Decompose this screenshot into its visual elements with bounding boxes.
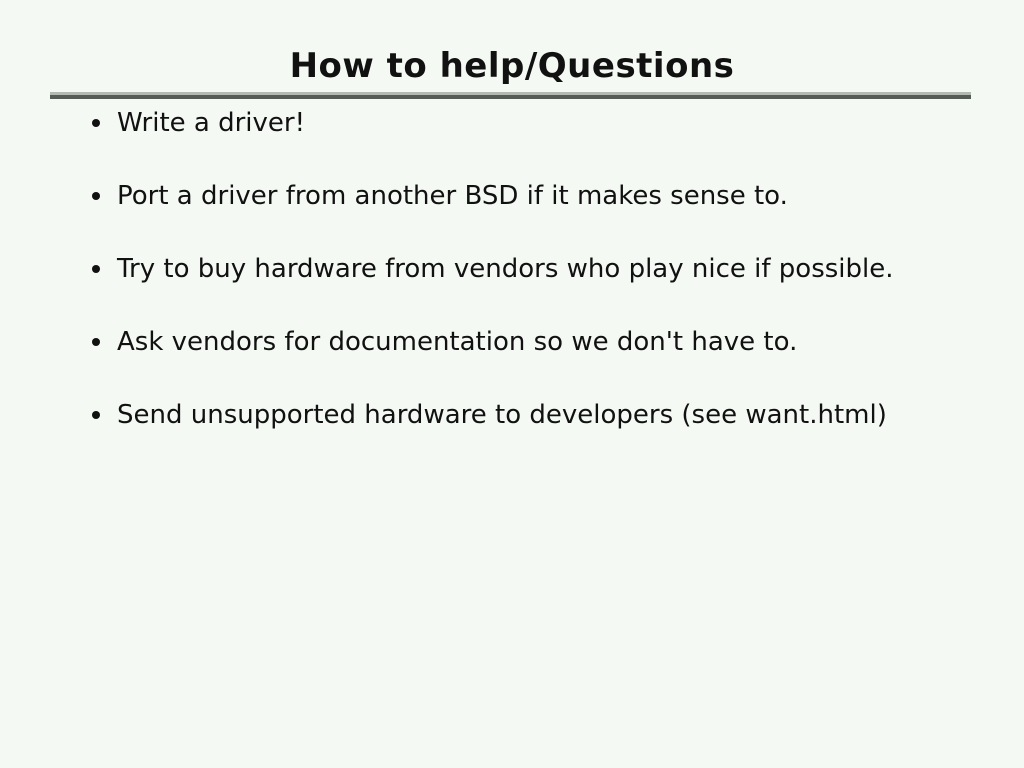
bullet-text: Ask vendors for documentation so we don't have to. (117, 327, 798, 357)
title-divider-rule (50, 92, 971, 99)
bullet-dot-icon (92, 411, 100, 419)
list-item (92, 179, 972, 213)
bullet-dot-icon (92, 119, 100, 127)
list-item (92, 106, 972, 140)
list-item (92, 252, 972, 286)
bullet-dot-icon (92, 265, 100, 273)
bullet-list (92, 106, 972, 471)
bullet-dot-icon (92, 192, 100, 200)
bullet-dot-icon (92, 338, 100, 346)
list-item (92, 398, 972, 432)
rule-bottom-band (50, 95, 971, 99)
list-item (92, 325, 972, 359)
bullet-text: Port a driver from another BSD if it makes sense to. (117, 181, 788, 211)
bullet-text: Write a driver! (117, 108, 306, 138)
bullet-text: Try to buy hardware from vendors who play nice if possible. (117, 254, 894, 284)
slide-title: How to help/Questions (289, 46, 735, 86)
bullet-text: Send unsupported hardware to developers (see want.html) (117, 400, 887, 430)
